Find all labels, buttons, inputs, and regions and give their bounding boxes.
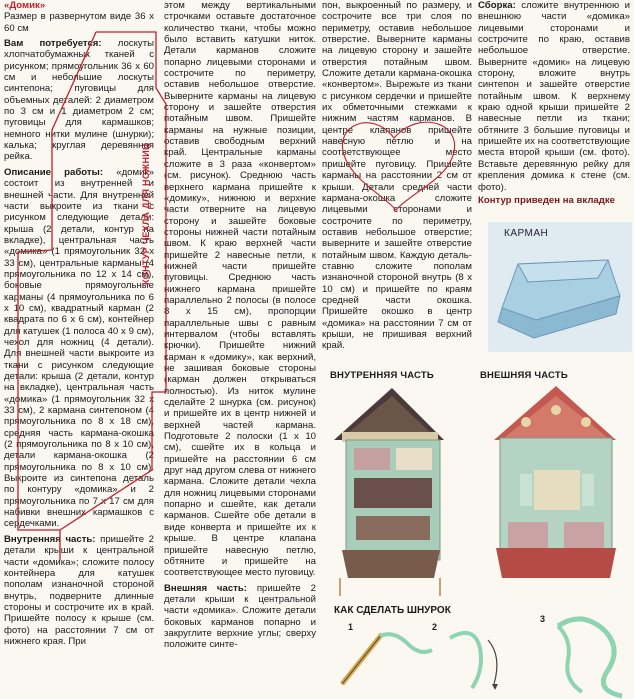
column-2-text: этом между вертикальными строчками оставьте достаточное количество ткани, чтобы можно было вставить катушки ниток. Детали карманов сложите попарно лицевыми сторонами и сострочите по периметру, оставив небольшое отверстие. Выверните карманы на лицевую сторону и зашейте отверстия потайным швом. Пришейте карманы на нужные позиции, оставив свободным верхний край. Центральные карманы сложите в 3 раза «конвертом» (см. рисунок). Среднюю часть верхнего кармана пришейте к «домику», нижнюю и верхние части отверните на лицевую сторону и зашейте боковые стороны нижней части потайным швом. К краю верхней части пришейте 2 навесные петли, к нижней части пришейте пуговицы. Среднюю часть нижнего кармана пришейте параллельно 2 полосы (в полосе 8 х 15 см), пропорции параллельные швы с равным интервалом (чтобы вставлять крючки). Пришейте нижний карман к «домику», как верхний, не зашивая боковые стороны (карман должен открываться полностью). Из ниток мулине сделайте 2 шнурка (см. рисунок) и пришейте их в центр нижней и верхней частей кармана. Подготовьте 2 полоски (1 х 10 см), сшейте их в кольца и пришейте на расстоянии 6 см друг над другом слева от нижнего кармана. Сложите детали чехла для ножниц лицевыми сторонами попарно и сшейте, как детали карманов. Сшейте обе детали в виде конверта и пришейте их к крыше. В центре клапана пришейте навесную петлю, обтяните и пришейте на соответствующее место пуговицу. <box>164 0 316 579</box>
cord-steps-illustration <box>322 600 634 699</box>
contour-note: Контур приведен на вкладке <box>478 194 615 206</box>
pocket-illustration <box>488 222 632 352</box>
outer-house-photo <box>494 386 616 578</box>
description-heading: Описание работы: <box>4 166 104 178</box>
materials-text: лоскуты хлопчатобумажных тканей с рисунком; прямоугольник 36 х 60 см и небольшие лоскуты синтепона; пуговицы для объемных деталей: 2 диаметром по 3 см и 1 диаметром 2 см; пуговицы для кармашков; немного нитки мулине (шнурки); калька; круглая деревянная рейка. <box>4 38 154 163</box>
step-2-drawing <box>450 633 498 690</box>
column-3-text: пон, выкроенный по размеру, и сострочите все три слоя по периметру, оставив небольшое отверстие. Выверните карманы на лицевую сторону и зашейте отверстия потайным швом. Сложите детали кармана-окошка «конвертом». Вырежьте из ткани с рисунком сердечки и пришейте их обметочными стежками к нижним частям карманов. В центре клапанов пришейте навесную петлю и на соответствующее место пришейте пуговицу. Пришейте карманы на расстоянии 2 см от крыши. Детали средней части кармана-окошка сложите лицевыми сторонами и сострочите по периметру, оставив небольшое отверстие; выверните и зашейте отверстие потайным швом. Каждую деталь-ставню сложите пополам изнаночной стороной внутрь (8 х 10 см) и пришейте по краям средней части окошка. Пришейте окошко в центр «домика» на расстоянии 7 см от крыши, не пришивая верхний край. <box>322 0 472 352</box>
inner-part-paragraph <box>4 534 154 647</box>
materials-heading: Вам потребуется: <box>4 38 102 50</box>
assembly-heading: Сборка: <box>478 0 516 11</box>
size-text: Размер в развернутом виде 36 х 60 см <box>4 11 154 34</box>
cord-howto-caption: КАК СДЕЛАТЬ ШНУРОК <box>334 605 451 616</box>
step-2-number: 2 <box>432 622 438 632</box>
article-title: «Домик» <box>4 0 46 11</box>
step-3-drawing <box>558 619 622 696</box>
scissors-contour-label: КОНТУР ЧЕХЛА ДЛЯ НОЖНИЦ <box>141 143 151 285</box>
step-1-drawing <box>342 634 432 684</box>
assembly-text: сложите внутреннюю и внешнюю части «домика» лицевыми сторонами и сострочите по краю, оставив небольшое отверстие. Выверните «домик» на лицевую сторону, вложите внутрь синтепон и зашейте отверстие потайным швом. К верхнему краю одной крыши пришейте 2 навесные петли из ткани; обтяните 3 большие пуговицы и пришейте их на соответствующие места второй крыши (см. фото). Вставьте деревянную рейку для крепления домика к стене (см. фото). <box>478 0 630 193</box>
inner-part-text: пришейте 2 детали крыши к центральной части «домика»; сложите полосу контейнера для катушек пополам изнаночной стороной внутрь, подверните длинные стороны и сострочите их в край. Пришейте полосу к крыше (см. фото) на расстоянии 7 см от нижнего края. При <box>4 533 154 647</box>
inner-part-heading: Внутренняя часть: <box>4 533 96 545</box>
column-3 <box>322 0 472 352</box>
column-1 <box>4 0 154 647</box>
column-4 <box>478 0 630 206</box>
inner-house-photo <box>334 388 444 596</box>
step-3-number: 3 <box>540 614 546 624</box>
house-photos <box>320 382 634 598</box>
description-paragraph <box>4 167 154 530</box>
materials-paragraph <box>4 38 154 163</box>
cord-howto-figure <box>322 600 634 699</box>
step-1-number: 1 <box>348 622 354 632</box>
outer-part-heading: Внешняя часть: <box>164 582 247 594</box>
outer-part-caption: ВНЕШНЯЯ ЧАСТЬ <box>480 370 568 381</box>
pocket-caption: КАРМАН <box>504 228 549 239</box>
inner-part-caption: ВНУТРЕННЯЯ ЧАСТЬ <box>330 370 434 381</box>
outer-part-paragraph <box>164 583 316 651</box>
assembly-paragraph <box>478 0 630 193</box>
column-2 <box>164 0 316 651</box>
outer-part-text: пришейте 2 детали крыши к центральной части «домика». Сложите детали боковых карманов попарно и закруглите верхние углы; сверху положите синте- <box>164 582 316 651</box>
pocket-figure <box>488 222 632 352</box>
description-text: «домик» состоит из внутренней и внешней части. Для внутренней части выкроите из ткани с рисунком следующие детали: крыша (2 детали, контур на вкладке), центральная часть «домика» (1 прямоугольник 32 х 33 см), центральные карманы (4 прямоугольника по 12 х 14 см), боковые прямоугольные карманы (4 прямоугольника по 6 х 10 см), квадратный карман (2 квадрата по 6 х 6 см), контейнер для катушек (1 полоса 40 х 9 см), чехол для ножниц (4 детали). Для внешней части выкроите из ткани с рисунком следующие детали: крыша (2 детали, контур на вкладке), центральная часть «домика» (1 прямоугольник 32 х 33 см), 2 кармана синтепоном (4 прямоугольника по 8 х 18 см), средняя часть кармана-окошка (2 прямоугольника по 8 х 10 см), детали кармана-окошка (2 прямоугольника по 8 х 10 см). Выкроите из синтепона деталь по контуру «домика» и 2 прямоугольника по 7 х 17 см для набивки внешних кармашков с сердечками. <box>4 166 154 530</box>
